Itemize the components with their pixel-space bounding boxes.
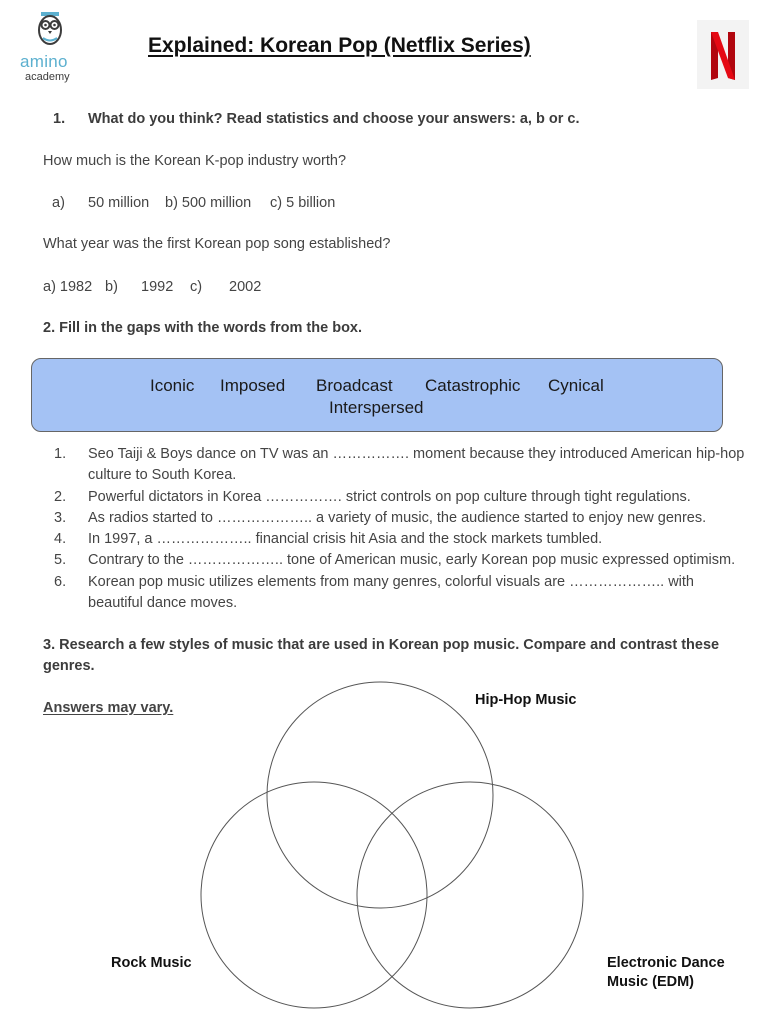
venn-label-hiphop: Hip-Hop Music xyxy=(475,692,577,708)
netflix-logo xyxy=(697,20,749,89)
section1-heading: What do you think? Read statistics and choose your answers: a, b or c. xyxy=(88,111,580,127)
item-number: 3. xyxy=(54,509,67,526)
word-interspersed: Interspersed xyxy=(329,398,424,417)
q1-option-b: b) 500 million xyxy=(165,195,252,211)
item-text: In 1997, a ……………….. financial crisis hit Asia and the stock markets tumbled. xyxy=(88,531,603,548)
word-catastrophic: Catastrophic xyxy=(425,376,521,395)
word-iconic: Iconic xyxy=(150,376,195,395)
list-item xyxy=(43,487,748,508)
venn-circle-hiphop xyxy=(267,682,493,908)
section3-heading-cont: genres. xyxy=(43,658,95,674)
q1-option-a-letter: a) xyxy=(52,195,65,211)
section1-number: 1. xyxy=(53,111,66,127)
q2-option-c: 2002 xyxy=(229,279,262,295)
venn-label-edm-line2: Music (EDM) xyxy=(607,974,694,990)
item-number: 1. xyxy=(54,446,67,462)
venn-label-rock: Rock Music xyxy=(111,955,192,971)
word-cynical: Cynical xyxy=(548,376,604,395)
word-broadcast: Broadcast xyxy=(316,376,393,395)
amino-academy-logo xyxy=(18,10,82,86)
page-title: Explained: Korean Pop (Netflix Series) xyxy=(148,34,531,57)
item-number: 2. xyxy=(54,488,67,505)
q2-option-b: 1992 xyxy=(141,279,174,295)
owl-icon xyxy=(34,10,66,50)
item-number: 5. xyxy=(54,552,67,569)
section2-heading: 2. Fill in the gaps with the words from the box. xyxy=(43,320,363,336)
list-item xyxy=(43,444,748,487)
list-item xyxy=(43,550,748,571)
q1-option-a: 50 million xyxy=(88,195,150,211)
venn-circle-rock xyxy=(201,782,427,1008)
item-number: 6. xyxy=(54,573,67,590)
venn-label-edm xyxy=(607,954,725,992)
list-item xyxy=(43,572,748,615)
gap-fill-list xyxy=(43,444,748,614)
item-text: Contrary to the ……………….. tone of American music, early Korean pop music expressed optimism. xyxy=(88,552,736,569)
item-text: Seo Taiji & Boys dance on TV was an ……………. moment because they introduced American hip-hop culture to South Korea. xyxy=(88,446,745,484)
item-text: As radios started to ……………….. a variety of music, the audience started to enjoy new genres. xyxy=(88,509,707,526)
netflix-n-icon xyxy=(697,20,749,89)
item-text: Powerful dictators in Korea ……………. strict controls on pop culture through tight regulations. xyxy=(88,488,691,505)
logo-wordmark: amino xyxy=(20,52,68,71)
q2-option-c-letter: c) xyxy=(190,279,203,295)
q2-option-b-letter: b) xyxy=(105,279,118,295)
item-number: 4. xyxy=(54,531,67,548)
item-text: Korean pop music utilizes elements from many genres, colorful visuals are ……………….. with beautiful dance moves. xyxy=(88,573,694,612)
question-industry-worth: How much is the Korean K-pop industry worth? xyxy=(43,153,347,169)
venn-circle-edm xyxy=(357,782,583,1008)
venn-label-edm-line1: Electronic Dance xyxy=(607,955,725,971)
q2-option-a: a) 1982 xyxy=(43,279,93,295)
logo-subtitle: academy xyxy=(25,71,70,83)
list-item xyxy=(43,529,748,550)
word-box xyxy=(31,358,723,432)
list-item xyxy=(43,508,748,529)
q1-option-c: c) 5 billion xyxy=(270,195,336,211)
venn-diagram xyxy=(190,676,600,1016)
answers-note: Answers may vary. xyxy=(43,700,174,716)
question-first-song-year: What year was the first Korean pop song established? xyxy=(43,236,391,252)
section3-heading: 3. Research a few styles of music that are used in Korean pop music. Compare and contrast these xyxy=(43,637,720,653)
word-imposed: Imposed xyxy=(220,376,286,395)
